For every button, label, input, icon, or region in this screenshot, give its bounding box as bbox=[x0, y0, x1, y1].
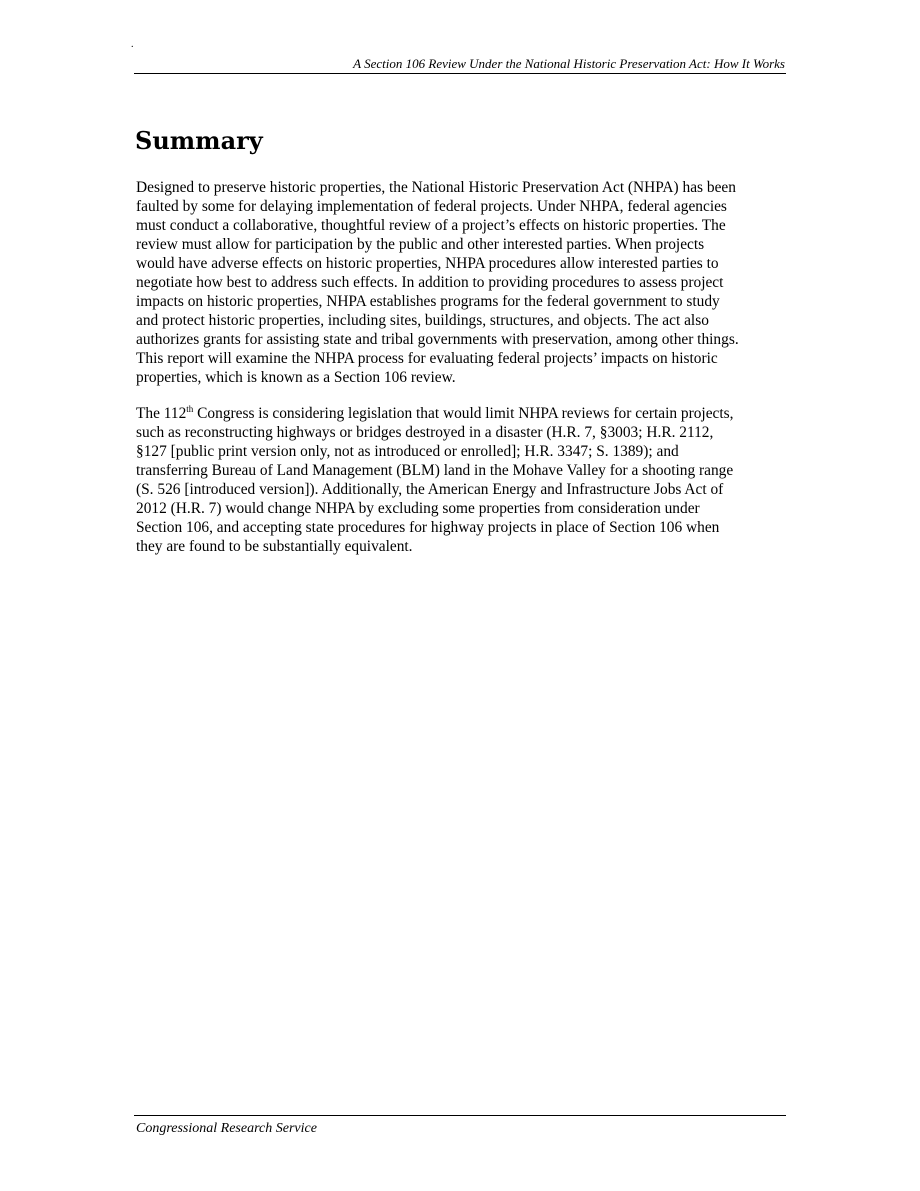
paragraph-line: negotiate how best to address such effects. In addition to providing procedures to assess project bbox=[136, 274, 724, 291]
running-header bbox=[134, 55, 786, 74]
paragraph-line: This report will examine the NHPA process for evaluating federal projects’ impacts on historic bbox=[136, 350, 718, 367]
paragraph-line: transferring Bureau of Land Management (BLM) land in the Mohave Valley for a shooting range bbox=[136, 462, 734, 479]
paragraph-line: faulted by some for delaying implementation of federal projects. Under NHPA, federal agencies bbox=[136, 198, 727, 215]
paragraph-line: Designed to preserve historic properties, the National Historic Preservation Act (NHPA) has been bbox=[136, 179, 736, 196]
ordinal-superscript: th bbox=[186, 404, 194, 414]
paragraph-line: review must allow for participation by the public and other interested parties. When projects bbox=[136, 236, 705, 253]
paragraph-line: they are found to be substantially equivalent. bbox=[136, 538, 413, 555]
paragraph-line: must conduct a collaborative, thoughtful review of a project’s effects on historic properties. The bbox=[136, 217, 726, 234]
paragraph-line: would have adverse effects on historic properties, NHPA procedures allow interested parties to bbox=[136, 255, 719, 272]
paragraph-line: authorizes grants for assisting state and tribal governments with preservation, among other things. bbox=[136, 331, 739, 348]
paragraph-line: properties, which is known as a Section 106 review. bbox=[136, 369, 456, 386]
header-title: A Section 106 Review Under the National Historic Preservation Act: How It Works bbox=[353, 56, 785, 71]
paragraph-line: (S. 526 [introduced version]). Additionally, the American Energy and Infrastructure Jobs Act of bbox=[136, 481, 724, 498]
paragraph-text: The 112 bbox=[136, 405, 187, 422]
summary-paragraph-1 bbox=[136, 178, 786, 387]
paragraph-line: impacts on historic properties, NHPA establishes programs for the federal government to study bbox=[136, 293, 720, 310]
stray-mark: . bbox=[131, 39, 134, 50]
paragraph-line: Section 106, and accepting state procedures for highway projects in place of Section 106 when bbox=[136, 519, 720, 536]
summary-heading: Summary bbox=[135, 126, 263, 155]
paragraph-line: and protect historic properties, including sites, buildings, structures, and objects. The act also bbox=[136, 312, 709, 329]
running-footer bbox=[134, 1115, 786, 1136]
paragraph-line: 2012 (H.R. 7) would change NHPA by excluding some properties from consideration under bbox=[136, 500, 700, 517]
summary-paragraph-2 bbox=[136, 404, 786, 556]
paragraph-text: Congress is considering legislation that would limit NHPA reviews for certain projects, bbox=[193, 405, 734, 422]
paragraph-line: §127 [public print version only, not as introduced or enrolled]; H.R. 3347; S. 1389); and bbox=[136, 443, 679, 460]
footer-publisher: Congressional Research Service bbox=[136, 1121, 317, 1136]
paragraph-line: such as reconstructing highways or bridges destroyed in a disaster (H.R. 7, §3003; H.R. 2112, bbox=[136, 424, 714, 441]
paragraph-line bbox=[136, 404, 786, 423]
